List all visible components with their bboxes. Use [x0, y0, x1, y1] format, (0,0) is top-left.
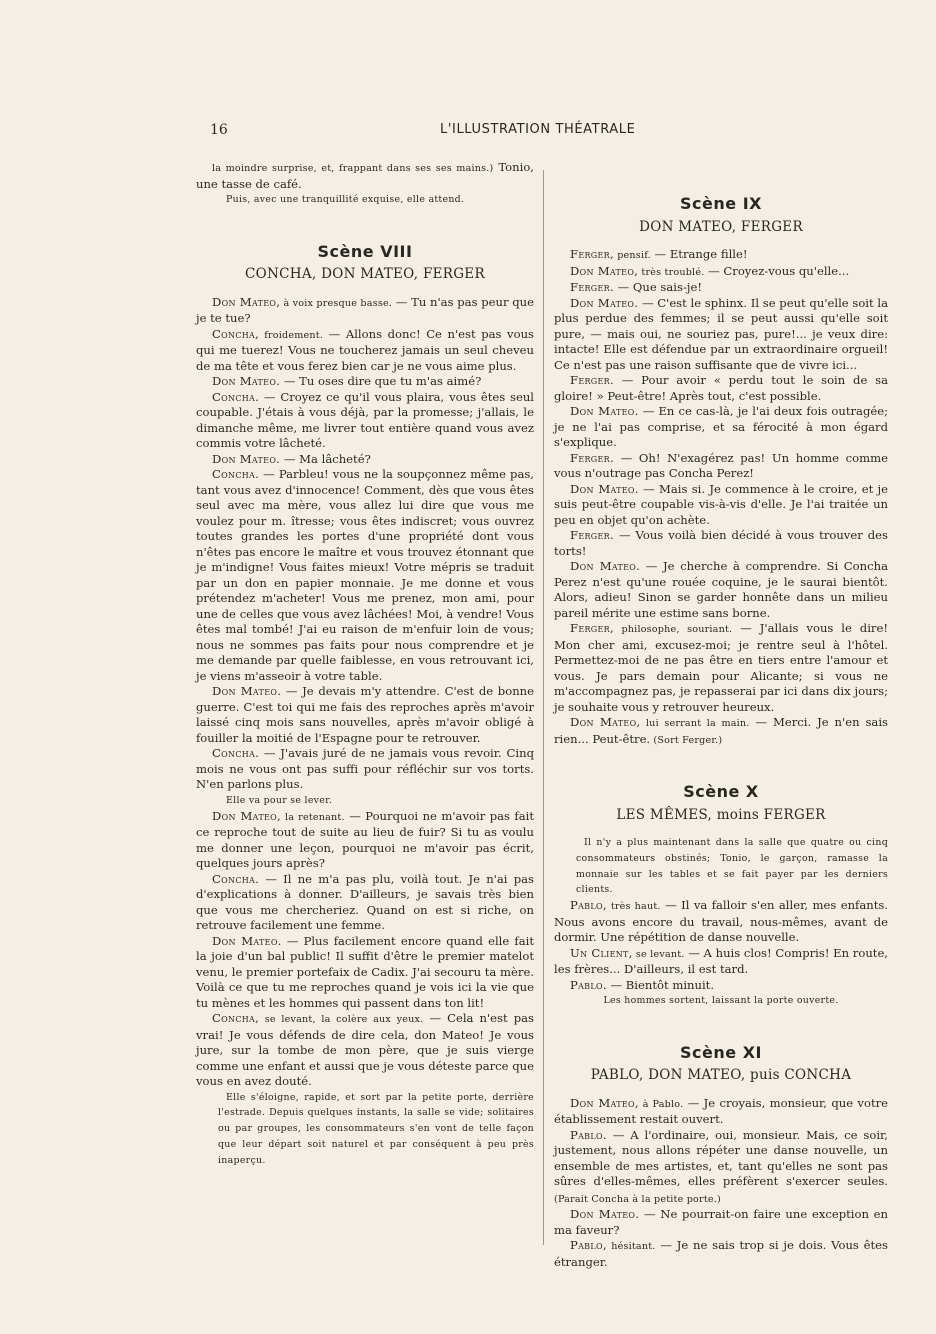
dialogue-text: — A huis clos! Compris! En route, les frères... D'ailleurs, il est tard. [554, 945, 888, 977]
speaker-name: Ferger. [570, 373, 614, 387]
dialogue-text: — Allons donc! Ce n'est pas vous qui me tuerez! Vous ne toucherez jamais un seul cheveu de ma tête et vous ferez bien car je ne vous aime plus. [196, 326, 534, 373]
running-title: L'ILLUSTRATION THÉATRALE [440, 122, 636, 137]
stage-note: très troublé. [638, 266, 705, 278]
speaker-name: Concha. [212, 467, 260, 482]
cast-list: CONCHA, DON MATEO, FERGER [245, 266, 485, 283]
speaker-name: Don Mateo, [212, 294, 281, 309]
dialogue-text: — Mais si. Je commence à le croire, et je suis peut-être coupable vis-à-vis d'elle. Je l'ai traitée un peu en objet qu'on achète. [554, 481, 888, 527]
speaker-name: Concha. [212, 746, 260, 761]
dialogue-text: — Merci. Je n'en sais rien... Peut-être. [554, 715, 888, 746]
dialogue-paragraph [196, 467, 534, 684]
dialogue-text: — Je devais m'y attendre. C'est de bonne guerre. C'est toi qui me fais des reproches après m'avoir laissé cinq mois sans nouvelles, après m'avoir obligé à fouiller la moitié de l'Espagne pour te retrouver. [196, 684, 535, 745]
speaker-name: Don Mateo. [212, 933, 282, 948]
dialogue-text: — Je cherche à comprendre. Si Concha Perez n'est qu'une rouée coquine, je le saurai bientôt. Alors, adieu! Sinon se garder honnête dans un milieu pareil mérite une estime sans borne. [554, 559, 888, 620]
dialogue-paragraph [554, 404, 888, 451]
dialogue-paragraph [554, 621, 888, 715]
stage-note: la retenant. [280, 811, 345, 823]
dialogue-text: — C'est le sphinx. Il se peut qu'elle soit la plus perdue des femmes; il se peut aussi qu'elle soit pure, — mais oui, ne souriez pas, pure!... je veux dire: intacte! Elle est défendue par un extraordinaire orgueil! Ce n'est pas une raison suffisante que de vivre ici... [554, 295, 889, 372]
column-rule [543, 170, 544, 1245]
dialogue-paragraph [554, 247, 888, 264]
dialogue-paragraph [554, 946, 888, 978]
dialogue-paragraph [554, 559, 888, 621]
cast-list: LES MÊMES, moins FERGER [616, 806, 826, 823]
dialogue-text: — Etrange fille! [650, 247, 748, 261]
stage-note: philosophe, souriant. [613, 624, 733, 635]
dialogue-text: — Ne pourrait-on faire une exception en ma faveur? [554, 1207, 889, 1237]
speaker-name: Ferger. [570, 528, 614, 542]
stage-note: (Parait Concha à la petite porte.) [554, 1193, 721, 1205]
dialogue-text: — En ce cas-là, je l'ai deux fois outragée; je ne l'ai pas comprise, et sa férocité à mon égard s'explique. [554, 404, 889, 449]
stage-note: se levant. [632, 948, 685, 960]
dialogue-paragraph [196, 746, 534, 793]
speaker-name: Ferger. [570, 450, 614, 465]
dialogue-text: — Pour avoir « perdu tout le soin de sa gloire! » Peut-être! Après tout, c'est possible. [554, 373, 888, 403]
scene-heading: Scène XI [680, 1042, 762, 1062]
dialogue-text: — Croyez ce qu'il vous plaira, vous êtes seul coupable. J'étais à vous déjà, par la promesse; j'allais, le dimanche même, me livrer tout entière quand vous avez commis votre lâcheté. [196, 389, 534, 451]
dialogue-text: — J'allais vous le dire! Mon cher ami, excusez-moi; je rentre seul à l'hôtel. Permettez-moi de ne pas être en tiers entre l'amour et vous. Je pars demain pour Alicante; si vous ne m'accompagnez pas, je repasserai par ici dans dix jours; je souhaite vous y retrouver heureux. [554, 621, 888, 714]
dialogue-paragraph [554, 898, 888, 946]
dialogue-text: — Parbleu! vous ne la soupçonnez même pas, tant vous avez d'innocence! Comment, dès que vous êtes seul avec ma mère, vous allez lui dire que vous me voulez pour m. îtresse; vous êtes indiscret; vous ouvrez toutes grandes les portes d'une propriété dont vous n'êtes pas encore le maître et vous trouvez étonnant que je m'indigne! Vous faites mieux! Votre mépris se traduit par un don en papier monnaie. Je me donne et vous prétendez m'acheter! Vous me prenez, mon ami, pour une de celles que vous avez lâchées! Moi, à vendre! Vous êtes mal tombé! J'ai eu raison de m'enfuir loin de vous; nous ne sommes pas faits pour nous comprendre et je me demande par quelle faiblesse, en vous retrouvant ici, je viens m'asseoir à votre table. [196, 467, 534, 683]
dialogue-text: — Que sais-je! [613, 280, 702, 294]
stage-note: très haut. [606, 901, 661, 913]
speaker-name: Don Mateo. [570, 404, 639, 418]
speaker-name: Concha. [212, 389, 260, 404]
dialogue-paragraph [196, 390, 534, 452]
stage-direction: Il n'y a plus maintenant dans la salle que quatre ou cinq consommateurs obstinés; Tonio, le garçon, ramasse la monnaie sur les tables et se fait payer par les derniers clients. [576, 837, 888, 896]
dialogue-paragraph [196, 374, 534, 390]
dialogue-paragraph [554, 978, 888, 994]
dialogue-text: — Bientôt minuit. [606, 977, 715, 992]
speaker-name: Concha. [212, 871, 260, 886]
dialogue-paragraph [554, 482, 888, 529]
speaker-name: Don Mateo, [570, 715, 641, 729]
stage-direction: Elle va pour se lever. [226, 794, 333, 806]
stage-note: à Pablo. [638, 1098, 684, 1110]
dialogue-paragraph [554, 715, 888, 748]
cast-list: PABLO, DON MATEO, puis CONCHA [590, 1067, 852, 1084]
dialogue-text: Tonio, une tasse de café. [196, 160, 534, 191]
dialogue-text: — Oh! N'exagérez pas! Un homme comme vous n'outrage pas Concha Perez! [554, 450, 888, 480]
stage-note: la moindre surprise, et, frappant dans ses ses mains.) [212, 163, 494, 174]
dialogue-text: — Je ne sais trop si je dois. Vous êtes étranger. [554, 1238, 888, 1269]
dialogue-text: — Je croyais, monsieur, que votre établissement restait ouvert. [554, 1095, 889, 1127]
speaker-name: Don Mateo. [570, 481, 639, 496]
right-column [554, 160, 888, 1270]
speaker-name: Ferger, [570, 247, 614, 261]
speaker-name: Don Mateo. [570, 559, 641, 573]
stage-note: se levant, la colère aux yeux. [259, 1014, 424, 1026]
dialogue-text: — Plus facilement encore quand elle fait la joie d'un bal public! Il suffit d'être le premier matelot venu, le premier portefaix de Cadix. J'ai secouru ta mère. Voilà ce que tu me reproches quand je vois ici la vie que tu mènes et les hommes qui passent dans ton lit! [196, 933, 535, 1010]
speaker-name: Pablo, [570, 898, 607, 913]
dialogue-paragraph [196, 160, 534, 192]
dialogue-text: — Vous voilà bien décidé à vous trouver des torts! [554, 528, 888, 558]
speaker-name: Ferger. [570, 280, 614, 294]
speaker-name: Pablo. [570, 977, 607, 992]
page-number: 16 [210, 122, 228, 138]
dialogue-paragraph [554, 280, 888, 296]
stage-note: froidement. [259, 329, 324, 341]
speaker-name: Don Mateo, [570, 263, 639, 278]
dialogue-paragraph [554, 1128, 888, 1208]
dialogue-text: — Ma lâcheté? [280, 451, 371, 466]
dialogue-paragraph [554, 451, 888, 482]
scene-heading: Scène X [683, 782, 759, 801]
dialogue-text: — A l'ordinaire, oui, monsieur. Mais, ce soir, justement, nous allons répéter une danse nouvelle, un ensemble de mes artistes, et, tant qu'elles ne sont pas sûres d'elles-mêmes, elles préfèrent s'exercer seules. [554, 1127, 888, 1189]
dialogue-paragraph [196, 327, 534, 375]
dialogue-paragraph [554, 1207, 888, 1238]
dialogue-paragraph [554, 373, 888, 404]
stage-direction: Les hommes sortent, laissant la porte ouverte. [603, 995, 839, 1007]
speaker-name: Don Mateo, [212, 808, 281, 823]
stage-note: (Sort Ferger.) [650, 734, 723, 746]
speaker-name: Don Mateo. [212, 684, 282, 699]
dialogue-text: — Cela n'est pas vrai! Je vous défends de dire cela, don Mateo! Je vous jure, sur la tombe de mon père, que je suis vierge comme une enfant et aussi que je vous déteste parce que vous en avez douté. [196, 1011, 534, 1089]
speaker-name: Pablo, [570, 1238, 607, 1253]
speaker-name: Don Mateo. [570, 295, 639, 310]
stage-note: lui serrant la main. [640, 718, 750, 729]
dialogue-text: — Il ne m'a pas plu, voilà tout. Je n'ai pas d'explications à donner. D'ailleurs, je savais très bien que vous me chercheriez. Quand on est si riche, on retrouve facilement une femme. [196, 871, 534, 933]
dialogue-text: — Tu n'as pas peur que je te tue? [196, 294, 534, 326]
cast-list: DON MATEO, FERGER [639, 218, 803, 235]
dialogue-text: — Pourquoi ne m'avoir pas fait ce reproche tout de suite au lieu de fuir? Si tu as voulu me donner une leçon, pourquoi ne m'avoir pas écrit, quelques jours après? [196, 808, 534, 871]
speaker-name: Pablo. [570, 1127, 607, 1142]
speaker-name: Concha, [212, 326, 260, 341]
speaker-name: Don Mateo. [212, 374, 281, 389]
stage-note: pensif. [613, 250, 651, 261]
dialogue-paragraph [196, 934, 534, 1012]
stage-note: à voix presque basse. [280, 297, 393, 309]
speaker-name: Ferger, [570, 621, 614, 635]
scene-heading: Scène IX [680, 194, 762, 213]
stage-note: hésitant. [606, 1241, 656, 1253]
dialogue-paragraph [554, 296, 888, 374]
speaker-name: Un Client, [570, 945, 633, 960]
speaker-name: Don Mateo, [570, 1095, 639, 1110]
dialogue-paragraph [196, 684, 534, 746]
dialogue-text: — Croyez-vous qu'elle... [704, 263, 850, 278]
dialogue-paragraph [554, 1096, 888, 1128]
dialogue-paragraph [554, 264, 888, 281]
dialogue-paragraph [196, 809, 534, 872]
stage-direction: Puis, avec une tranquillité exquise, elle attend. [226, 194, 465, 205]
speaker-name: Don Mateo. [570, 1207, 640, 1222]
left-column [196, 160, 534, 1169]
dialogue-paragraph [196, 872, 534, 934]
dialogue-text: — J'avais juré de ne jamais vous revoir. Cinq mois ne vous ont pas suffi pour réfléchir sur vos torts. N'en parlons plus. [196, 746, 534, 792]
dialogue-paragraph [196, 452, 534, 468]
speaker-name: Concha, [212, 1011, 260, 1026]
speaker-name: Don Mateo. [212, 451, 281, 466]
stage-direction: Elle s'éloigne, rapide, et sort par la petite porte, derrière l'estrade. Depuis quelques instants, la salle se vide; solitaires ou par groupes, les consommateurs s'en vont de telle façon que leur départ soit naturel et par conséquent à peu près inaperçu. [218, 1091, 534, 1166]
dialogue-paragraph [196, 1011, 534, 1090]
scene-heading: Scène VIII [317, 241, 413, 261]
dialogue-paragraph [554, 528, 888, 559]
dialogue-paragraph [554, 1238, 888, 1270]
dialogue-text: — Tu oses dire que tu m'as aimé? [280, 374, 482, 389]
dialogue-text: — Il va falloir s'en aller, mes enfants. Nous avons encore du travail, nous-mêmes, avant de dormir. Une répétition de danse nouvelle. [554, 898, 888, 945]
dialogue-paragraph [196, 295, 534, 327]
